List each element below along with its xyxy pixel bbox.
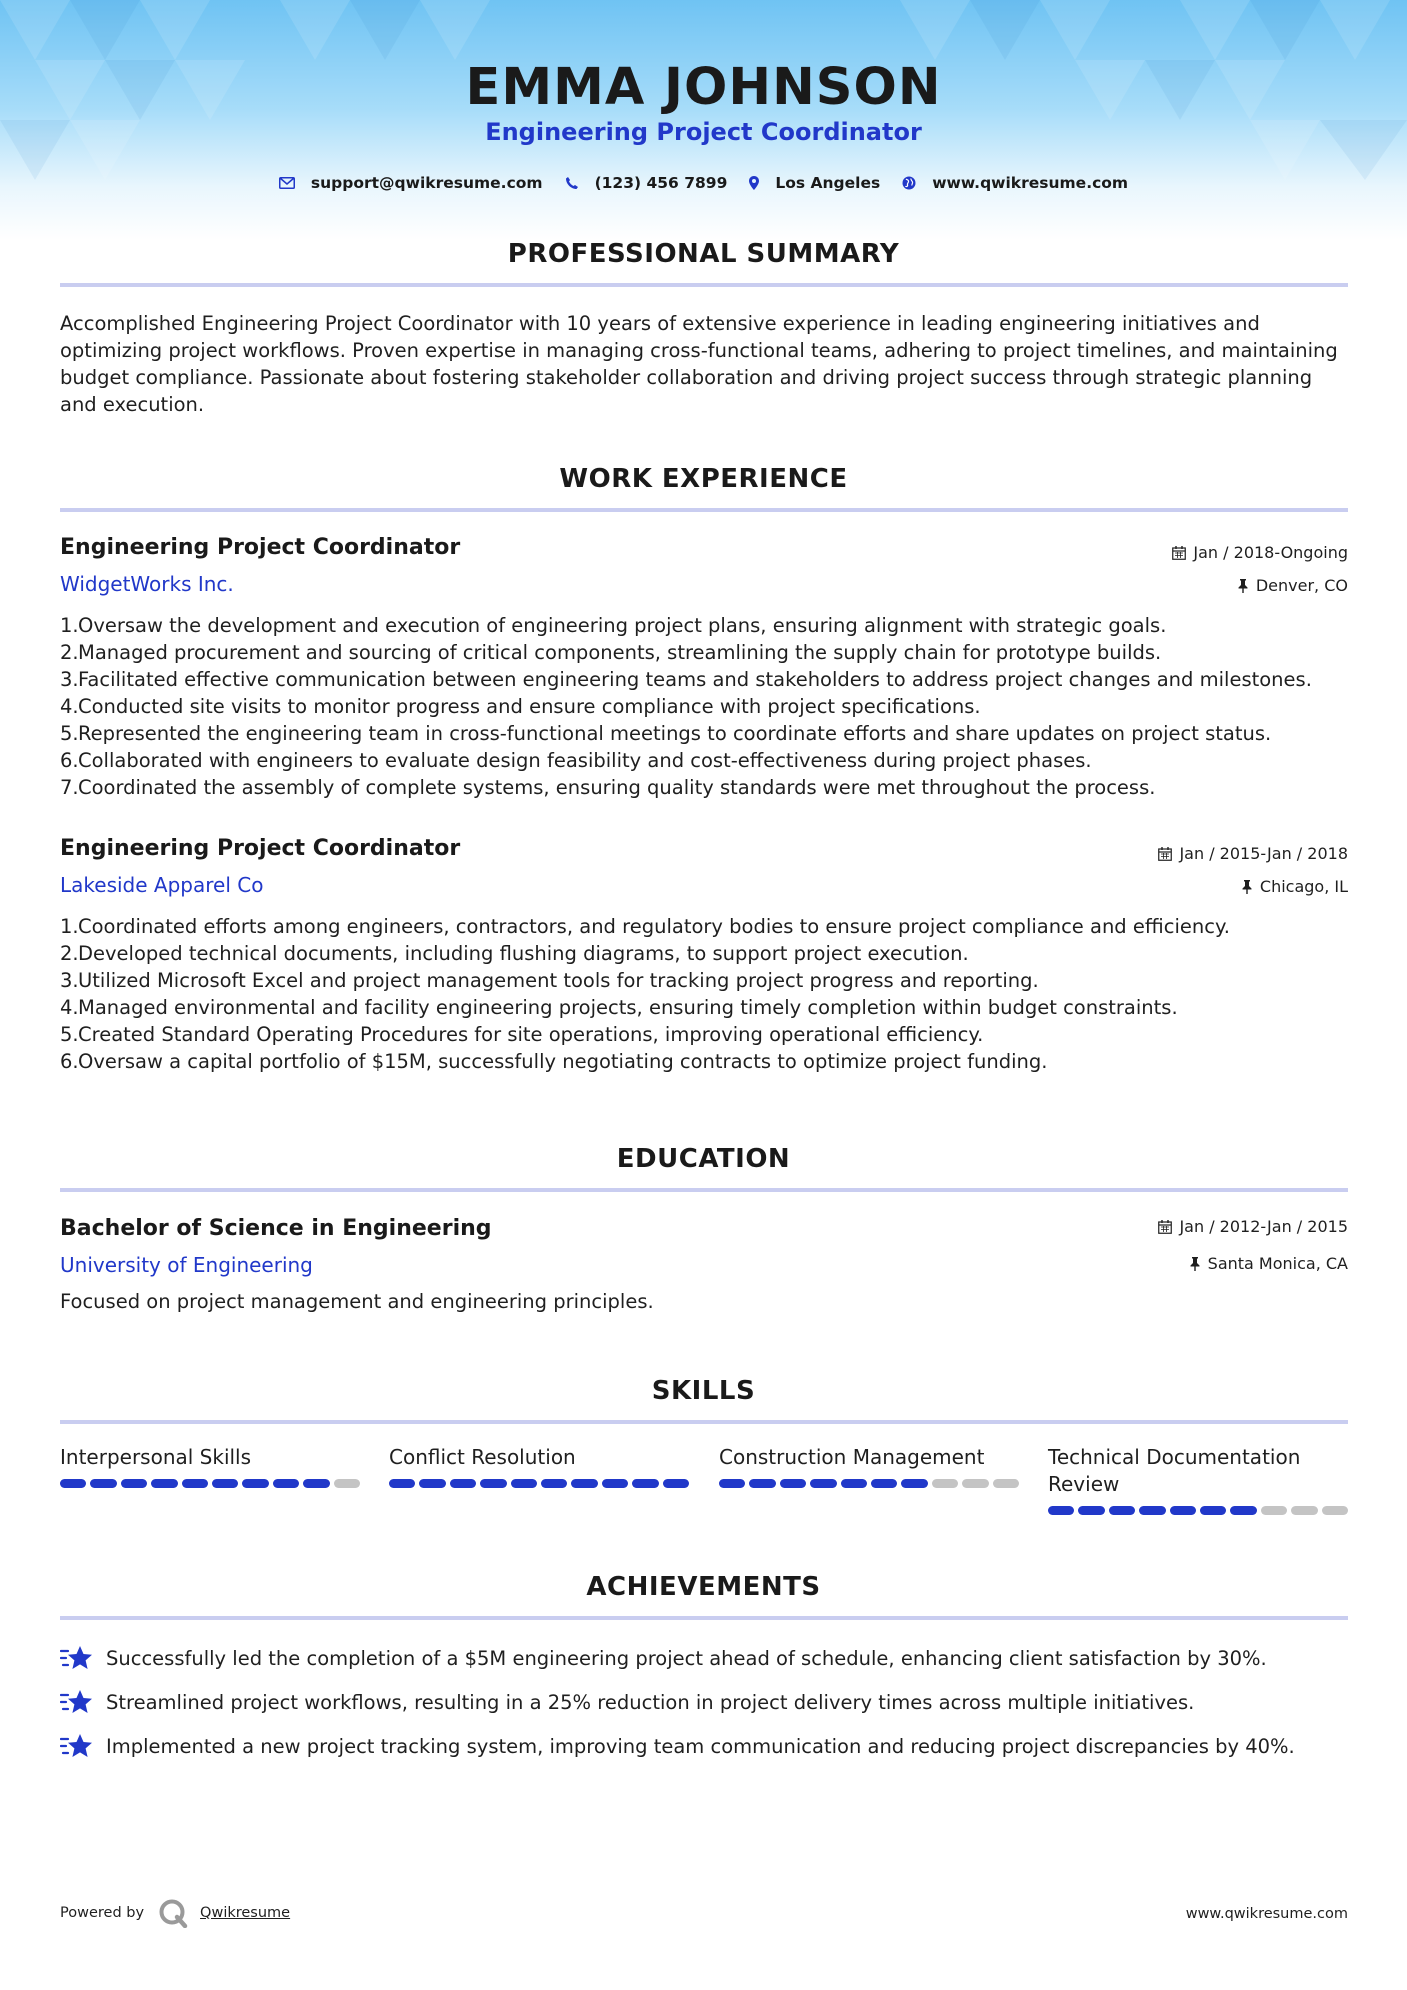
brand-link[interactable]: Qwikresume (200, 1905, 291, 1921)
job-dates (1158, 844, 1348, 863)
education-dates (1158, 1217, 1348, 1236)
education-location-text: Santa Monica, CA (1207, 1254, 1348, 1273)
star-icon (60, 1688, 94, 1716)
education-description: Focused on project management and engineering principles. (60, 1290, 654, 1313)
list-item: 5. Represented the engineering team in cross-functional meetings to coordinate efforts and share updates on project status. (60, 722, 1272, 745)
qwikresume-logo-icon (158, 1898, 188, 1928)
phone-text: (123) 456 7899 (594, 174, 728, 192)
skill-level-segment (90, 1479, 116, 1488)
candidate-name: EMMA JOHNSON (465, 58, 942, 117)
skill-level-segment (901, 1479, 927, 1488)
job-dates-text: Jan / 2018-Ongoing (1193, 543, 1348, 562)
achievement-text: Streamlined project workflows, resulting in a 25% reduction in project delivery times across multiple initiatives. (106, 1690, 1195, 1714)
skill-level-segment (1261, 1506, 1287, 1515)
skill-level-segment (303, 1479, 329, 1488)
achievement-text: Successfully led the completion of a $5M engineering project ahead of schedule, enhancing client satisfaction by 30%. (106, 1646, 1267, 1670)
skill-level-segment (719, 1479, 745, 1488)
pushpin-icon (1241, 880, 1253, 894)
skill-item (1048, 1444, 1348, 1515)
list-item: 6. Collaborated with engineers to evaluate design feasibility and cost-effectiveness during project phases. (60, 749, 1092, 772)
globe-icon (902, 176, 916, 190)
skill-level-segment (1291, 1506, 1317, 1515)
skill-level-segment (151, 1479, 177, 1488)
skill-name: Technical Documentation Review (1048, 1445, 1301, 1496)
summary-heading: PROFESSIONAL SUMMARY (507, 239, 900, 269)
skill-item (719, 1444, 1019, 1488)
job-duties-list (60, 913, 1360, 1075)
skill-level-segment (1230, 1506, 1256, 1515)
website-text: www.qwikresume.com (932, 174, 1129, 192)
skill-level-segment (632, 1479, 658, 1488)
calendar-icon (1172, 546, 1186, 560)
skill-level-segment (962, 1479, 988, 1488)
achievement-text: Implemented a new project tracking system, improving team communication and reducing project discrepancies by 40%. (106, 1734, 1295, 1758)
school-name: University of Engineering (60, 1253, 313, 1277)
skill-level-segment (749, 1479, 775, 1488)
skill-level-segment (334, 1479, 360, 1488)
skill-name: Interpersonal Skills (60, 1445, 252, 1469)
achievement-item (60, 1688, 1194, 1716)
job-location-text: Denver, CO (1255, 576, 1348, 595)
powered-by-label: Powered by (60, 1905, 145, 1921)
skill-item (389, 1444, 689, 1488)
skill-name: Conflict Resolution (389, 1445, 576, 1469)
skill-level-segment (419, 1479, 445, 1488)
list-item: 7. Coordinated the assembly of complete systems, ensuring quality standards were met throughout the process. (60, 776, 1156, 799)
summary-divider (60, 283, 1348, 287)
footer-powered-by (60, 1898, 290, 1928)
skill-level-bar (719, 1479, 1019, 1488)
skill-level-segment (571, 1479, 597, 1488)
skill-item (60, 1444, 360, 1488)
skill-level-segment (1200, 1506, 1226, 1515)
list-item: 4. Managed environmental and facility engineering projects, ensuring timely completion within budget constraints. (60, 996, 1178, 1019)
list-item: 4. Conducted site visits to monitor progress and ensure compliance with project specifications. (60, 695, 981, 718)
skills-heading: SKILLS (651, 1376, 756, 1406)
map-pin-icon (749, 176, 759, 190)
education-location (1189, 1254, 1348, 1273)
list-item: 3. Facilitated effective communication between engineering teams and stakeholders to address project changes and milestones. (60, 668, 1312, 691)
skill-level-segment (1322, 1506, 1348, 1515)
pushpin-icon (1189, 1257, 1201, 1271)
skill-level-segment (541, 1479, 567, 1488)
skill-level-segment (1139, 1506, 1165, 1515)
skills-divider (60, 1420, 1348, 1424)
skill-level-segment (993, 1479, 1019, 1488)
job-location (1237, 576, 1348, 595)
phone-icon (565, 176, 579, 190)
job-location-text: Chicago, IL (1259, 877, 1348, 896)
skill-level-segment (1048, 1506, 1074, 1515)
degree-title: Bachelor of Science in Engineering (60, 1216, 492, 1241)
skill-level-segment (212, 1479, 238, 1488)
skill-level-segment (511, 1479, 537, 1488)
list-item: 1. Coordinated efforts among engineers, contractors, and regulatory bodies to ensure project compliance and efficiency. (60, 915, 1230, 938)
skill-level-segment (1078, 1506, 1104, 1515)
skill-level-segment (810, 1479, 836, 1488)
skill-level-segment (602, 1479, 628, 1488)
skill-level-segment (932, 1479, 958, 1488)
job-dates (1172, 543, 1348, 562)
list-item: 2. Managed procurement and sourcing of critical components, streamlining the supply chain for prototype builds. (60, 641, 1162, 664)
contact-bar (0, 174, 1407, 192)
footer-website[interactable]: www.qwikresume.com (1185, 1906, 1348, 1922)
list-item: 2. Developed technical documents, including flushing diagrams, to support project execution. (60, 942, 969, 965)
candidate-role: Engineering Project Coordinator (485, 118, 922, 146)
pushpin-icon (1237, 579, 1249, 593)
company-name: WidgetWorks Inc. (60, 572, 234, 596)
job-title: Engineering Project Coordinator (60, 535, 461, 560)
skill-level-segment (780, 1479, 806, 1488)
job-title: Engineering Project Coordinator (60, 836, 461, 861)
skill-level-segment (60, 1479, 86, 1488)
job-duties-list (60, 612, 1360, 801)
skill-level-segment (121, 1479, 147, 1488)
experience-divider (60, 508, 1348, 512)
skill-level-segment (273, 1479, 299, 1488)
email-text: support@qwikresume.com (310, 174, 543, 192)
skill-level-bar (60, 1479, 360, 1488)
skill-level-segment (389, 1479, 415, 1488)
skill-level-segment (450, 1479, 476, 1488)
education-heading: EDUCATION (616, 1144, 791, 1174)
company-name: Lakeside Apparel Co (60, 873, 264, 897)
skill-level-segment (871, 1479, 897, 1488)
job-dates-text: Jan / 2015-Jan / 2018 (1179, 844, 1348, 863)
skill-level-bar (389, 1479, 689, 1488)
star-icon (60, 1644, 94, 1672)
achievement-item (60, 1732, 1295, 1760)
contact-phone[interactable] (565, 174, 728, 192)
skill-level-segment (663, 1479, 689, 1488)
list-item: 5. Created Standard Operating Procedures for site operations, improving operational efficiency. (60, 1023, 984, 1046)
skill-level-segment (480, 1479, 506, 1488)
job-location (1241, 877, 1348, 896)
skill-level-segment (1109, 1506, 1135, 1515)
calendar-icon (1158, 847, 1172, 861)
star-icon (60, 1732, 94, 1760)
envelope-icon (279, 177, 295, 189)
summary-text: Accomplished Engineering Project Coordinator with 10 years of extensive experience in leading engineering initiatives and optimizing project workflows. Proven expertise in managing cross-functional teams, adhering to project timelines, and maintaining budget compliance. Passionate about fostering stakeholder collaboration and driving project success through strategic planning and execution. (60, 312, 1338, 416)
contact-email[interactable] (279, 174, 543, 192)
skill-level-segment (1170, 1506, 1196, 1515)
achievement-item (60, 1644, 1267, 1672)
achievements-heading: ACHIEVEMENTS (586, 1572, 821, 1602)
list-item: 6. Oversaw a capital portfolio of $15M, successfully negotiating contracts to optimize project funding. (60, 1050, 1048, 1073)
contact-website[interactable] (902, 174, 1128, 192)
education-divider (60, 1188, 1348, 1192)
skill-name: Construction Management (719, 1445, 985, 1469)
experience-heading: WORK EXPERIENCE (559, 464, 848, 494)
achievements-divider (60, 1616, 1348, 1620)
skill-level-segment (182, 1479, 208, 1488)
skill-level-bar (1048, 1506, 1348, 1515)
list-item: 3. Utilized Microsoft Excel and project management tools for tracking project progress and reporting. (60, 969, 1039, 992)
education-dates-text: Jan / 2012-Jan / 2015 (1179, 1217, 1348, 1236)
contact-location (749, 174, 880, 192)
skill-level-segment (841, 1479, 867, 1488)
skill-level-segment (242, 1479, 268, 1488)
calendar-icon (1158, 1220, 1172, 1234)
list-item: 1. Oversaw the development and execution of engineering project plans, ensuring alignment with strategic goals. (60, 614, 1167, 637)
location-text: Los Angeles (775, 174, 881, 192)
